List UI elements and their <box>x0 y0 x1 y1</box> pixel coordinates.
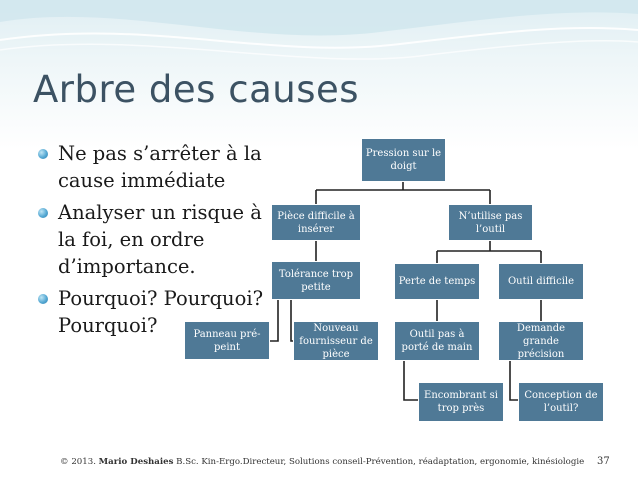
node-panneau-pre-peint: Panneau pré-peint <box>184 321 270 360</box>
node-demande-precision: Demande grande précision <box>498 321 584 361</box>
footer-credit <box>60 457 584 467</box>
page-number: 37 <box>597 456 610 467</box>
bullet-text: Analyser un risque à la foi, en ordre d’importance. <box>58 201 262 278</box>
slide-title: Arbre des causes <box>33 68 360 111</box>
node-outil-pas-porte: Outil pas à porté de main <box>394 321 480 361</box>
footer-author: Mario Deshaies <box>98 457 174 467</box>
footer-copyright: © 2013. <box>60 457 96 467</box>
node-piece-difficile: Pièce difficile à insérer <box>271 204 361 241</box>
node-outil-difficile: Outil difficile <box>498 263 584 300</box>
node-encombrant: Encombrant si trop près <box>418 382 504 422</box>
node-perte-temps: Perte de temps <box>394 263 480 300</box>
bullet-text: Ne pas s’arrêter à la cause immédiate <box>58 142 262 192</box>
node-pression-doigt: Pression sur le doigt <box>361 138 446 182</box>
node-nouveau-fournisseur: Nouveau fournisseur de pièce <box>293 321 379 361</box>
node-conception-outil: Conception de l’outil? <box>518 382 604 422</box>
node-tolerance-petite: Tolérance trop petite <box>271 261 361 300</box>
footer-credentials: B.Sc. Kin-Ergo.Directeur, Solutions conseil-Prévention, réadaptation, ergonomie, kinésiologie <box>176 457 585 467</box>
node-n-utilise-pas-outil: N’utilise pas l’outil <box>448 204 533 241</box>
bullet-text: Pourquoi? Pourquoi? Pourquoi? <box>58 287 264 337</box>
